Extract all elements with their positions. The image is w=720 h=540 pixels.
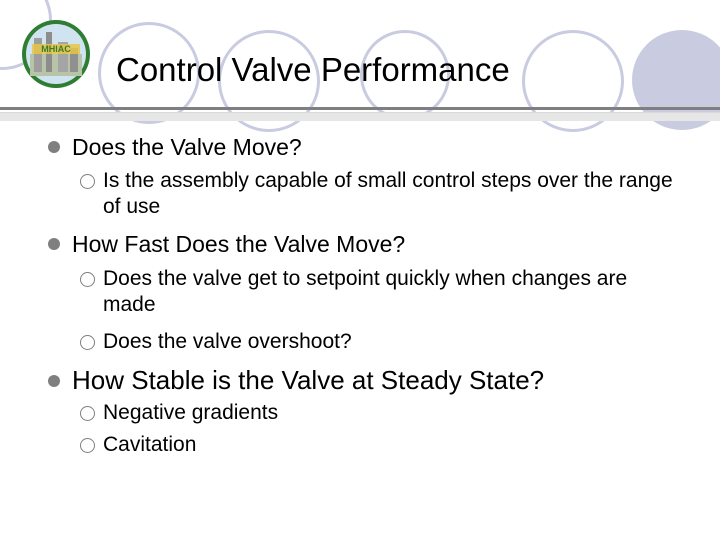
filled-bullet-icon <box>48 238 60 250</box>
bullet-text: How Stable is the Valve at Steady State? <box>72 365 545 395</box>
hollow-bullet-icon <box>80 335 95 350</box>
sub-bullet-item <box>80 168 680 220</box>
filled-bullet-icon <box>48 375 60 387</box>
slide-title: Control Valve Performance <box>116 51 510 88</box>
sub-bullet-item <box>80 266 680 318</box>
sub-bullet-text: Cavitation <box>103 433 197 456</box>
sub-bullet-text: Does the valve overshoot? <box>103 330 352 353</box>
bullet-text: How Fast Does the Valve Move? <box>72 231 406 257</box>
sub-bullet-text: Negative gradients <box>103 401 279 424</box>
bullet-text: Does the Valve Move? <box>72 134 302 160</box>
sub-bullet-text: Is the assembly capable of small control steps over the range of use <box>103 169 673 218</box>
sub-bullet-item <box>80 329 680 355</box>
sub-bullet-item <box>80 400 680 426</box>
svg-text:MHIAC: MHIAC <box>41 44 71 54</box>
filled-bullet-icon <box>48 141 60 153</box>
sub-bullet-item <box>80 432 680 458</box>
hollow-bullet-icon <box>80 406 95 421</box>
hollow-bullet-icon <box>80 174 95 189</box>
hollow-bullet-icon <box>80 272 95 287</box>
hollow-bullet-icon <box>80 438 95 453</box>
sub-bullet-text: Does the valve get to setpoint quickly when changes are made <box>103 267 628 316</box>
